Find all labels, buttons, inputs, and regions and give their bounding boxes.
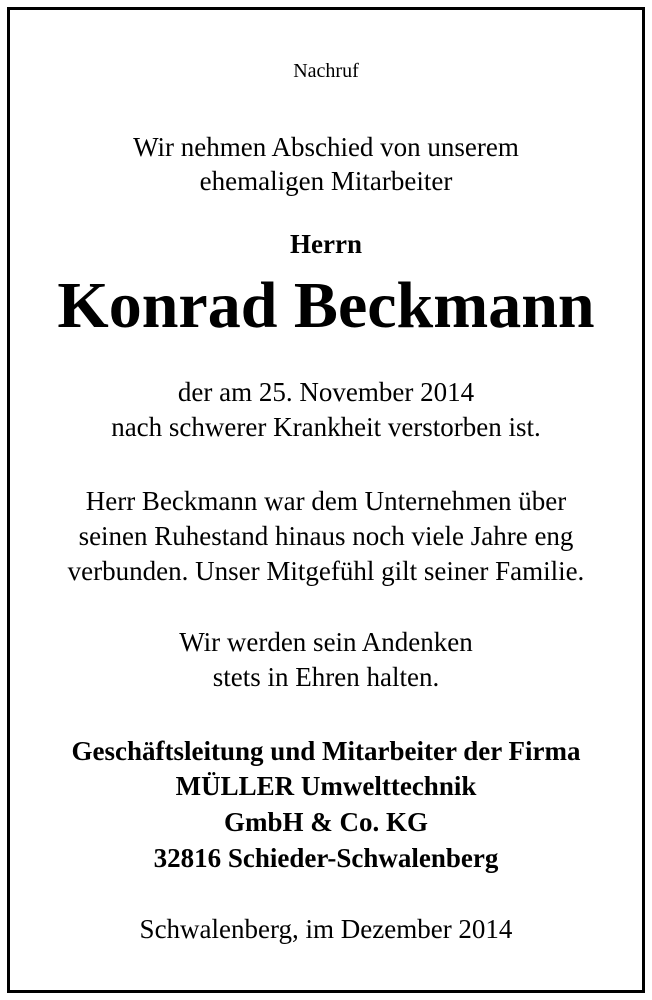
sender-line-2: MÜLLER Umwelttechnik <box>175 771 477 801</box>
sender-line-3: GmbH & Co. KG <box>223 807 428 837</box>
intro-line-2: ehemaligen Mitarbeiter <box>199 166 453 196</box>
tribute-line-2: seinen Ruhestand hinaus noch viele Jahre eng <box>78 521 574 551</box>
memory-line-2: stets in Ehren halten. <box>212 662 440 692</box>
notice-heading: Nachruf <box>293 60 359 82</box>
sender-line-1: Geschäftsleitung und Mitarbeiter der Firma <box>71 736 581 766</box>
place-date: Schwalenberg, im Dezember 2014 <box>139 914 513 944</box>
salutation: Herrn <box>290 229 362 259</box>
death-line-1: der am 25. November 2014 <box>177 377 475 407</box>
tribute-line-1: Herr Beckmann war dem Unternehmen über <box>85 486 567 516</box>
intro-line-1: Wir nehmen Abschied von unserem <box>133 132 519 162</box>
memory-line-1: Wir werden sein Andenken <box>179 627 473 657</box>
deceased-name: Konrad Beckmann <box>57 269 595 342</box>
tribute-line-3: verbunden. Unser Mitgefühl gilt seiner Familie. <box>67 556 585 586</box>
sender-line-4: 32816 Schieder-Schwalenberg <box>153 843 499 873</box>
death-line-2: nach schwerer Krankheit verstorben ist. <box>111 412 541 442</box>
